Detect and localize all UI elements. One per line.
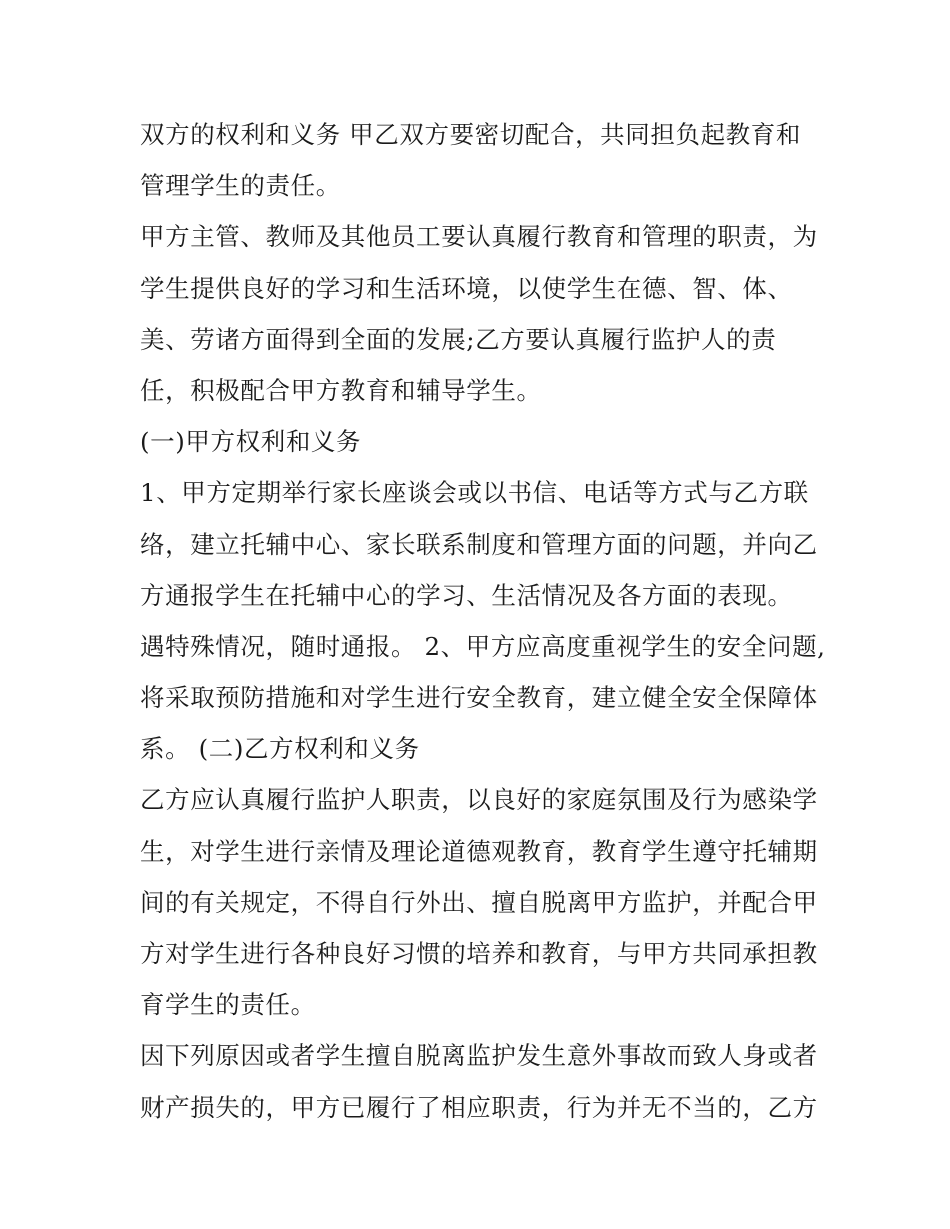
text-line: 任，积极配合甲方教育和辅导学生。 (140, 375, 542, 405)
text-line: 管理学生的责任。 (140, 171, 341, 201)
text-line: 乙方应认真履行监护人职责，以良好的家庭氛围及行为感染学 (140, 785, 818, 815)
text-line: 方通报学生在托辅中心的学习、生活情况及各方面的表现。 (140, 580, 793, 610)
text-line: 1、甲方定期举行家长座谈会或以书信、电话等方式与乙方联 (140, 478, 809, 508)
text-line: 美、劳诸方面得到全面的发展;乙方要认真履行监护人的责 (140, 324, 777, 354)
text-line: 生，对学生进行亲情及理论道德观教育，教育学生遵守托辅期 (140, 836, 818, 866)
text-line: 育学生的责任。 (140, 990, 316, 1020)
text-line: 财产损失的，甲方已履行了相应职责，行为并无不当的，乙方 (140, 1092, 818, 1122)
section-heading: (一)甲方权利和义务 (140, 427, 362, 457)
text-line: 络，建立托辅中心、家长联系制度和管理方面的问题，并向乙 (140, 529, 818, 559)
text-line: 因下列原因或者学生擅自脱离监护发生意外事故而致人身或者 (140, 1041, 818, 1071)
text-line: 学生提供良好的学习和生活环境，以使学生在德、智、体、 (140, 273, 793, 303)
text-line: 遇特殊情况，随时通报。 2、甲方应高度重视学生的安全问题, (140, 631, 826, 661)
text-line: 系。 (二)乙方权利和义务 (140, 734, 420, 764)
text-line: 间的有关规定，不得自行外出、擅自脱离甲方监护，并配合甲 (140, 887, 818, 917)
text-line: 方对学生进行各种良好习惯的培养和教育，与甲方共同承担教 (140, 939, 818, 968)
text-line: 双方的权利和义务 甲乙双方要密切配合，共同担负起教育和 (140, 120, 801, 149)
text-line: 甲方主管、教师及其他员工要认真履行教育和管理的职责，为 (140, 222, 818, 252)
text-line: 将采取预防措施和对学生进行安全教育，建立健全安全保障体 (140, 683, 818, 713)
document-body (140, 109, 830, 1133)
